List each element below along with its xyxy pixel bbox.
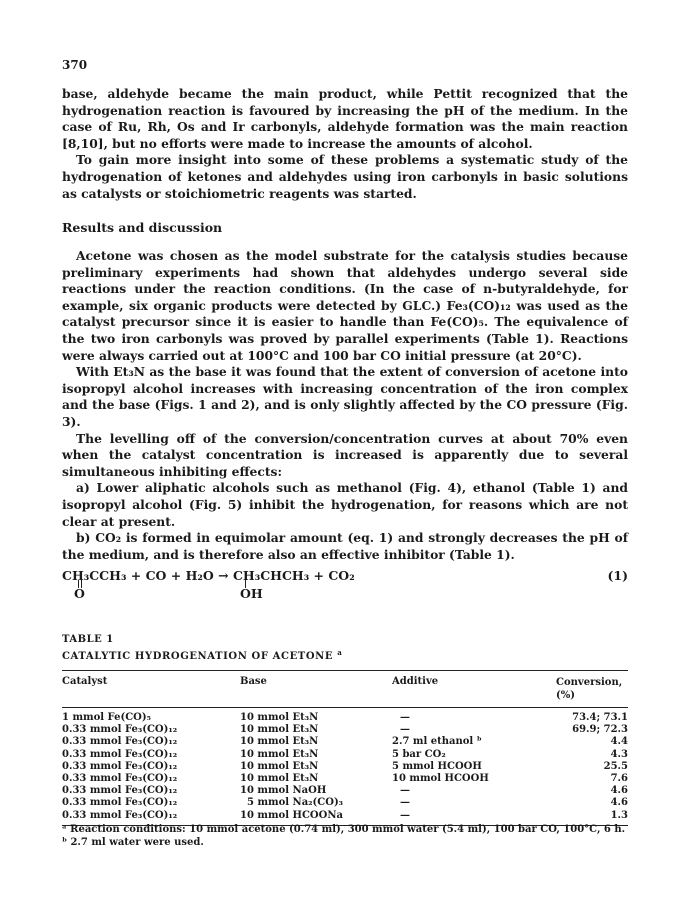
cell-conversion: 4.6 [610, 797, 628, 809]
results-paragraph-4: a) Lower aliphatic alcohols such as methanol (Fig. 4), ethanol (Table 1) and isopropyl alcohol (Fig. 5) inhibit the hydrogenation, for reasons which are not clear at present. [62, 480, 628, 529]
cell-additive: 10 mmol HCOOH [392, 772, 489, 784]
table-row [62, 712, 628, 724]
table-label: TABLE 1 [62, 634, 114, 645]
results-paragraph-1: Acetone was chosen as the model substrate for the catalysis studies because preliminary experiments had shown that aldehydes undergo several side reactions under the reaction conditions. (In the case of n-butyraldehyde, for example, six organic products were detected by GLC.) Fe₃(CO)₁₂ was used as the catalyst precursor since it is easier to handle than Fe(CO)₅. The equivalence of the two iron carbonyls was proved by parallel experiments (Table 1). Reactions were always carried out at 100°C and 100 bar CO initial pressure (at 20°C). [62, 248, 628, 363]
equation-oxygen-label: O [74, 586, 85, 601]
table-caption-text: CATALYTIC HYDROGENATION OF ACETONE [62, 651, 334, 662]
cell-conversion: 25.5 [603, 760, 628, 772]
cell-conversion: 4.4 [610, 736, 628, 748]
table-row [62, 749, 628, 761]
cell-catalyst: 1 mmol Fe(CO)₅ [62, 712, 151, 723]
equation-number: (1) [607, 568, 628, 583]
results-paragraph-2: With Et₃N as the base it was found that the extent of conversion of acetone into isopropyl alcohol increases with increasing concentration of the iron complex and the base (Figs. 1 and 2), and is only slightly affected by the CO pressure (Fig. 3). [62, 364, 628, 429]
cell-catalyst: 0.33 mmol Fe₃(CO)₁₂ [62, 809, 178, 821]
table-footnotes [62, 823, 628, 849]
cell-base: 10 mmol NaOH [240, 785, 327, 797]
results-paragraph-3: The levelling off of the conversion/concentration curves at about 70% even when the catalyst concentration is increased is apparently due to several simultaneous inhibiting effects: [62, 430, 628, 479]
equation-text: CH₃CCH₃ + CO + H₂O → CH₃CHCH₃ + CO₂ [62, 568, 355, 583]
table-footnote-b: ᵇ 2.7 ml water were used. [62, 837, 204, 848]
results-text [62, 248, 628, 563]
cell-base: 10 mmol Et₃N [240, 712, 319, 723]
cell-catalyst: 0.33 mmol Fe₃(CO)₁₂ [62, 736, 178, 748]
header-additive: Additive [392, 676, 439, 687]
cell-additive: — [400, 809, 410, 821]
cell-additive: — [400, 785, 410, 797]
cell-additive: 5 mmol HCOOH [392, 760, 482, 772]
table-row [62, 736, 628, 748]
cell-conversion: 1.3 [610, 809, 628, 821]
cell-base: 10 mmol Et₃N [240, 760, 319, 772]
cell-conversion: 69.9; 72.3 [572, 724, 628, 736]
cell-conversion: 73.4; 73.1 [572, 712, 628, 723]
table-caption [62, 648, 343, 662]
equation-hydroxyl-label: OH [240, 586, 263, 601]
table-row [62, 761, 628, 773]
cell-conversion: 4.3 [610, 748, 628, 760]
cell-catalyst: 0.33 mmol Fe₃(CO)₁₂ [62, 760, 178, 772]
results-paragraph-5: b) CO₂ is formed in equimolar amount (eq. 1) and strongly decreases the pH of the medium, and is therefore also an effective inhibitor (Table 1). [62, 530, 628, 562]
data-table [62, 670, 628, 826]
cell-additive: — [400, 797, 410, 809]
cell-additive: 5 bar CO₂ [392, 748, 446, 760]
intro-text [62, 86, 628, 202]
cell-base: 10 mmol Et₃N [240, 724, 319, 736]
cell-conversion: 4.6 [610, 785, 628, 797]
cell-additive: — [400, 712, 410, 723]
table-row [62, 724, 628, 736]
chemical-equation [62, 568, 628, 604]
table-row [62, 773, 628, 785]
intro-paragraph-2: To gain more insight into some of these problems a systematic study of the hydrogenation of ketones and aldehydes using iron carbonyls in basic solutions as catalysts or stoichiometric reagents was started. [62, 152, 628, 201]
intro-paragraph-1: base, aldehyde became the main product, while Pettit recognized that the hydrogenation reaction is favoured by increasing the pH of the medium. In the case of Ru, Rh, Os and Ir carbonyls, aldehyde formation was the main reaction [8,10], but no efforts were made to increase the amounts of alcohol. [62, 86, 628, 151]
cell-catalyst: 0.33 mmol Fe₃(CO)₁₂ [62, 748, 178, 760]
cell-conversion: 7.6 [610, 772, 628, 784]
cell-catalyst: 0.33 mmol Fe₃(CO)₁₂ [62, 797, 178, 809]
table-row [62, 797, 628, 809]
header-conversion: Conversion, (%) [556, 677, 623, 701]
table-header [62, 671, 628, 707]
cell-base: 10 mmol Et₃N [240, 736, 319, 748]
table-row [62, 810, 628, 822]
table-caption-footnote-mark: a [337, 648, 343, 657]
cell-base: 10 mmol Et₃N [240, 748, 319, 760]
header-catalyst: Catalyst [62, 676, 108, 687]
cell-catalyst: 0.33 mmol Fe₃(CO)₁₂ [62, 772, 178, 784]
cell-additive: — [400, 724, 410, 736]
table-body [62, 708, 628, 825]
table-footnote-a: ᵃ Reaction conditions: 10 mmol acetone (0.74 ml), 300 mmol water (5.4 ml), 100 bar CO, 100°C, 6 h. [62, 824, 626, 835]
cell-base: 10 mmol HCOONa [240, 809, 343, 821]
section-heading: Results and discussion [62, 220, 223, 235]
cell-catalyst: 0.33 mmol Fe₃(CO)₁₂ [62, 724, 178, 736]
header-base: Base [240, 676, 267, 687]
cell-catalyst: 0.33 mmol Fe₃(CO)₁₂ [62, 785, 178, 797]
cell-base: 10 mmol Et₃N [240, 772, 319, 784]
cell-additive: 2.7 ml ethanol ᵇ [392, 736, 482, 748]
page-number: 370 [62, 58, 88, 72]
table-row [62, 785, 628, 797]
cell-base: 5 mmol Na₂(CO)₃ [247, 797, 344, 809]
